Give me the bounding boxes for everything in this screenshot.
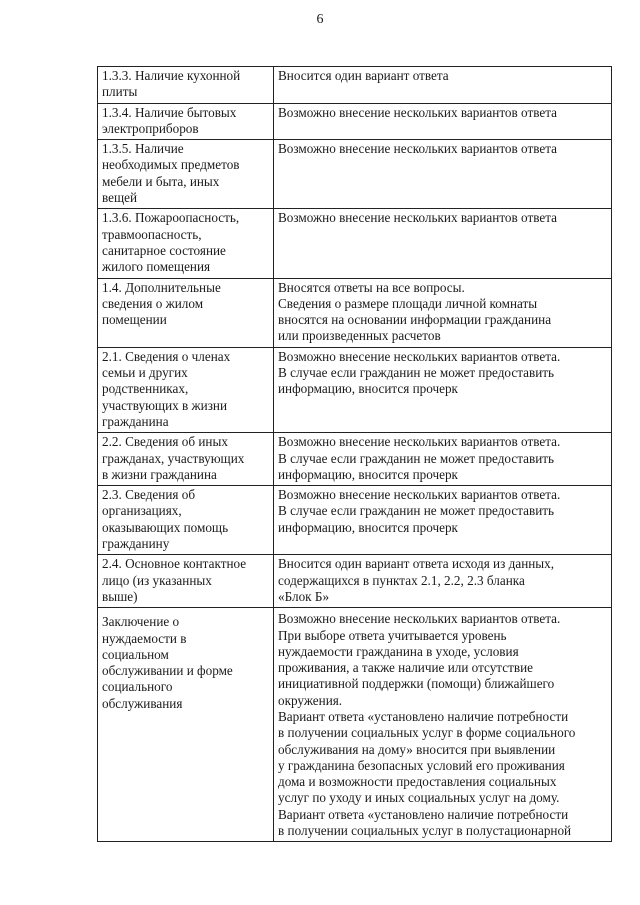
row-item-rule: Возможно внесение нескольких вариантов ответа bbox=[274, 103, 612, 140]
row-item-name: 1.3.4. Наличие бытовых электроприборов bbox=[98, 103, 274, 140]
row-item-rule: Возможно внесение нескольких вариантов ответа bbox=[274, 209, 612, 278]
table-row bbox=[98, 209, 612, 278]
table-row bbox=[98, 555, 612, 608]
requirements-table bbox=[97, 66, 612, 842]
row-item-name: 2.2. Сведения об иных гражданах, участвующих в жизни гражданина bbox=[98, 433, 274, 486]
table-row bbox=[98, 278, 612, 347]
row-item-rule: Вносятся ответы на все вопросы. Сведения о размере площади личной комнаты вносятся на основании информации гражданина или произведенных расчетов bbox=[274, 278, 612, 347]
row-item-name: 2.1. Сведения о членах семьи и других родственниках, участвующих в жизни гражданина bbox=[98, 347, 274, 432]
row-item-name: 2.3. Сведения об организациях, оказывающих помощь гражданину bbox=[98, 486, 274, 555]
page-number: 6 bbox=[316, 12, 324, 27]
table-row bbox=[98, 67, 612, 104]
row-item-rule: Вносится один вариант ответа bbox=[274, 67, 612, 104]
row-item-rule: Возможно внесение нескольких вариантов ответа. При выборе ответа учитывается уровень нуждаемости гражданина в уходе, условия проживания, а также наличие или отсутствие инициативной поддержки (помощи) ближайшего окружения. Вариант ответа «установлено наличие потребности в получении социальных услуг в форме социального обслуживания на дому» вносится при выявлении у гражданина безопасных условий его проживания дома и возможности предоставления социальных услуг по уходу и иных социальных услуг на дому. Вариант ответа «установлено наличие потребности в получении социальных услуг в полустационарной bbox=[274, 608, 612, 842]
row-item-rule: Вносится один вариант ответа исходя из данных, содержащихся в пунктах 2.1, 2.2, 2.3 бланка «Блок Б» bbox=[274, 555, 612, 608]
row-item-name: 1.3.5. Наличие необходимых предметов мебели и быта, иных вещей bbox=[98, 140, 274, 209]
row-item-rule: Возможно внесение нескольких вариантов ответа. В случае если гражданин не может предоставить информацию, вносится прочерк bbox=[274, 486, 612, 555]
row-item-name: 1.4. Дополнительные сведения о жилом помещении bbox=[98, 278, 274, 347]
table-row bbox=[98, 347, 612, 432]
row-item-name: Заключение о нуждаемости в социальном обслуживании и форме социального обслуживания bbox=[98, 608, 274, 842]
table-row bbox=[98, 608, 612, 842]
row-item-name: 1.3.3. Наличие кухонной плиты bbox=[98, 67, 274, 104]
row-item-rule: Возможно внесение нескольких вариантов ответа. В случае если гражданин не может предоставить информацию, вносится прочерк bbox=[274, 347, 612, 432]
row-item-rule: Возможно внесение нескольких вариантов ответа bbox=[274, 140, 612, 209]
row-item-name: 1.3.6. Пожароопасность, травмоопасность, санитарное состояние жилого помещения bbox=[98, 209, 274, 278]
row-item-name: 2.4. Основное контактное лицо (из указанных выше) bbox=[98, 555, 274, 608]
table-row bbox=[98, 433, 612, 486]
row-item-rule: Возможно внесение нескольких вариантов ответа. В случае если гражданин не может предоставить информацию, вносится прочерк bbox=[274, 433, 612, 486]
table-row bbox=[98, 103, 612, 140]
table-row bbox=[98, 486, 612, 555]
table-row bbox=[98, 140, 612, 209]
